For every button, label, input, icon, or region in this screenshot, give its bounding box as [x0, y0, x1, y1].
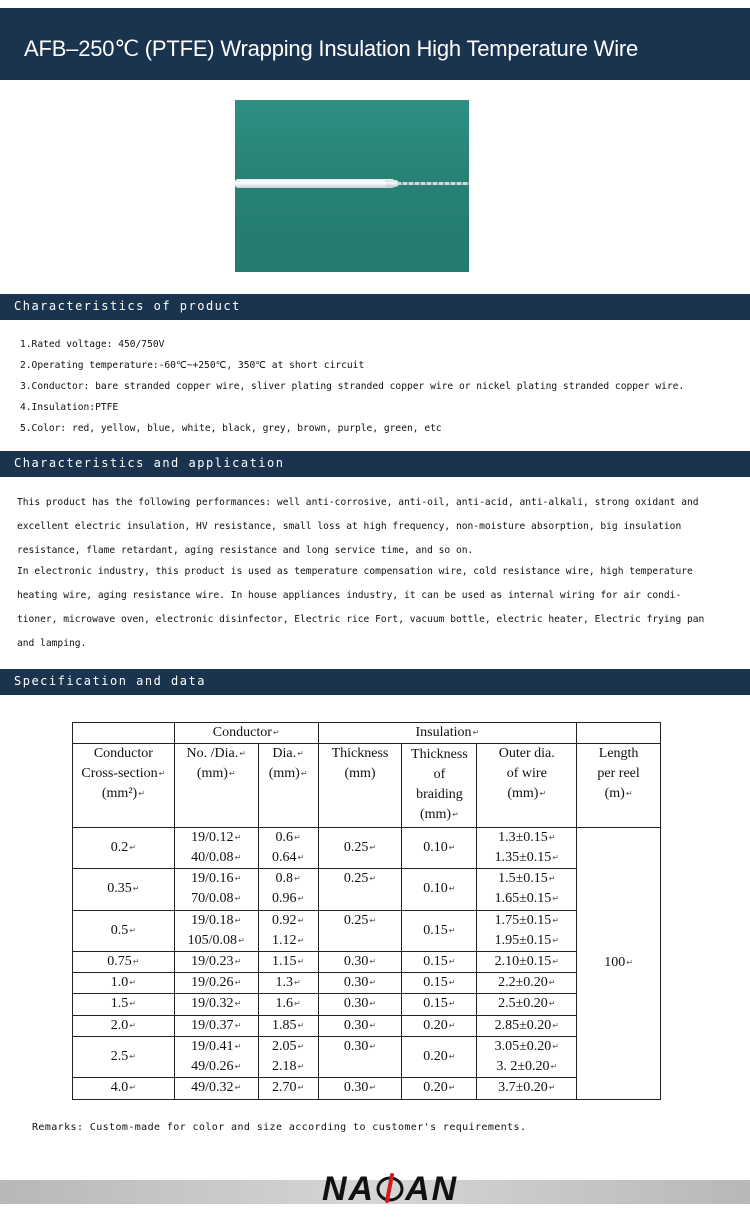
- cell-no-dia: 19/0.41↵ 49/0.26↵: [174, 1036, 258, 1077]
- cell-braiding: 0.10↵: [402, 827, 477, 868]
- table-row: [73, 994, 661, 1015]
- cell-thickness: 0.30↵: [318, 994, 402, 1015]
- conductor-group-header: Conductor↵: [174, 723, 318, 744]
- page-title: AFB–250℃ (PTFE) Wrapping Insulation High Temperature Wire: [24, 36, 639, 61]
- cell-braiding: 0.20↵: [402, 1015, 477, 1036]
- application-line: heating wire, aging resistance wire. In house appliances industry, it can be used as internal wiring for air condi-: [17, 590, 682, 601]
- cell-braiding: 0.20↵: [402, 1036, 477, 1077]
- cell-cross-section: 0.35↵: [73, 869, 175, 910]
- cell-dia: 0.92↵ 1.12↵: [258, 910, 318, 951]
- insulation-group-header: Insulation↵: [318, 723, 577, 744]
- table-row: [73, 973, 661, 994]
- cell-outer-dia: 2.2±0.20↵: [477, 973, 577, 994]
- cell-outer-dia: 1.5±0.15↵ 1.65±0.15↵: [477, 869, 577, 910]
- cell-dia: 0.8↵ 0.96↵: [258, 869, 318, 910]
- section-heading: Characteristics of product: [14, 299, 241, 313]
- cell-no-dia: 19/0.23↵: [174, 951, 258, 972]
- header-no-dia: No. /Dia.↵ (mm)↵: [174, 744, 258, 827]
- application-line: and lamping.: [17, 638, 87, 649]
- cell-dia: 2.70↵: [258, 1078, 318, 1099]
- table-row: [73, 910, 661, 951]
- cell-braiding: 0.20↵: [402, 1078, 477, 1099]
- table-row: [73, 1078, 661, 1099]
- remarks: Remarks: Custom-made for color and size according to customer's requirements.: [32, 1122, 527, 1133]
- table-body: [73, 827, 661, 1099]
- cell-thickness: 0.25↵: [318, 827, 402, 868]
- cell-cross-section: 4.0↵: [73, 1078, 175, 1099]
- cell-dia: 1.15↵: [258, 951, 318, 972]
- product-photo: [235, 100, 469, 272]
- cell-outer-dia: 3.05±0.20↵ 3. 2±0.20↵: [477, 1036, 577, 1077]
- cell-thickness: 0.25↵: [318, 869, 402, 910]
- table-row: [73, 1015, 661, 1036]
- cell-braiding: 0.15↵: [402, 973, 477, 994]
- application-line: This product has the following performances: well anti-corrosive, anti-oil, anti-acid, anti-alkali, strong oxidant and: [17, 497, 699, 508]
- characteristic-item: 4.Insulation:PTFE: [20, 402, 119, 413]
- logo-emblem-icon: [375, 1173, 405, 1203]
- cell-no-dia: 19/0.26↵: [174, 973, 258, 994]
- wire-stranded-section: [397, 182, 469, 185]
- cell-cross-section: 1.5↵: [73, 994, 175, 1015]
- section-heading: Characteristics and application: [14, 456, 285, 470]
- cell-thickness: 0.25↵: [318, 910, 402, 951]
- wire-insulated-section: [235, 179, 395, 188]
- specification-table: [72, 722, 661, 1100]
- table-row: [73, 869, 661, 910]
- cell-cross-section: 2.0↵: [73, 1015, 175, 1036]
- cell-thickness: 0.30↵: [318, 951, 402, 972]
- application-line: excellent electric insulation, HV resistance, small loss at high frequency, non-moisture absorption, big insulation: [17, 521, 682, 532]
- application-line: In electronic industry, this product is used as temperature compensation wire, cold resistance wire, high temperature: [17, 566, 693, 577]
- cell-dia: 1.85↵: [258, 1015, 318, 1036]
- header-length: Length per reel (m)↵: [577, 744, 661, 827]
- characteristic-item: 5.Color: red, yellow, blue, white, black, grey, brown, purple, green, etc: [20, 423, 442, 434]
- cell-no-dia: 19/0.37↵: [174, 1015, 258, 1036]
- brand-logo: [322, 1170, 458, 1209]
- cell-cross-section: 0.75↵: [73, 951, 175, 972]
- cell-no-dia: 19/0.32↵: [174, 994, 258, 1015]
- cell-no-dia: 19/0.16↵ 70/0.08↵: [174, 869, 258, 910]
- table-row: [73, 951, 661, 972]
- cell-length: 100↵: [577, 827, 661, 1099]
- section-heading: Specification and data: [14, 674, 206, 688]
- header-dia: Dia.↵ (mm)↵: [258, 744, 318, 827]
- cell-outer-dia: 1.3±0.15↵ 1.35±0.15↵: [477, 827, 577, 868]
- cell-cross-section: 0.2↵: [73, 827, 175, 868]
- application-line: tioner, microwave oven, electronic disinfector, Electric rice Fort, vacuum bottle, electric heater, Electric frying pan: [17, 614, 705, 625]
- characteristic-item: 3.Conductor: bare stranded copper wire, sliver plating stranded copper wire or nickel plating stranded copper wire.: [20, 381, 685, 392]
- logo-text-right: AN: [405, 1170, 459, 1208]
- cell-no-dia: 49/0.32↵: [174, 1078, 258, 1099]
- table-group-header-row: [73, 723, 661, 744]
- application-line: resistance, flame retardant, aging resistance and long service time, and so on.: [17, 545, 474, 556]
- header-cross-section: Conductor Cross-section↵ (mm²)↵: [73, 744, 175, 827]
- cell-thickness: 0.30↵: [318, 1078, 402, 1099]
- title-bar: [0, 8, 750, 80]
- cell-cross-section: 1.0↵: [73, 973, 175, 994]
- header-outer-dia: Outer dia. of wire (mm)↵: [477, 744, 577, 827]
- section-header-application: [0, 451, 750, 477]
- header-braiding: Thickness of braiding (mm)↵: [402, 744, 477, 827]
- cell-outer-dia: 1.75±0.15↵ 1.95±0.15↵: [477, 910, 577, 951]
- cell-outer-dia: 2.5±0.20↵: [477, 994, 577, 1015]
- cell-thickness: 0.30↵: [318, 1036, 402, 1077]
- section-header-characteristics: [0, 294, 750, 320]
- table-header-blank: [577, 723, 661, 744]
- table-header-blank: [73, 723, 175, 744]
- cell-outer-dia: 2.85±0.20↵: [477, 1015, 577, 1036]
- cell-no-dia: 19/0.12↵ 40/0.08↵: [174, 827, 258, 868]
- cell-braiding: 0.15↵: [402, 994, 477, 1015]
- cell-dia: 1.3↵: [258, 973, 318, 994]
- cell-outer-dia: 2.10±0.15↵: [477, 951, 577, 972]
- cell-dia: 0.6↵ 0.64↵: [258, 827, 318, 868]
- table-column-header-row: [73, 744, 661, 827]
- table-row: [73, 827, 661, 868]
- cell-thickness: 0.30↵: [318, 973, 402, 994]
- cell-no-dia: 19/0.18↵ 105/0.08↵: [174, 910, 258, 951]
- cell-dia: 1.6↵: [258, 994, 318, 1015]
- characteristic-item: 2.Operating temperature:-60℃~+250℃, 350℃ at short circuit: [20, 360, 365, 371]
- cell-cross-section: 0.5↵: [73, 910, 175, 951]
- cell-braiding: 0.15↵: [402, 951, 477, 972]
- characteristic-item: 1.Rated voltage: 450/750V: [20, 339, 165, 350]
- cell-braiding: 0.15↵: [402, 910, 477, 951]
- cell-braiding: 0.10↵: [402, 869, 477, 910]
- header-thickness: Thickness (mm): [318, 744, 402, 827]
- section-header-specification: [0, 669, 750, 695]
- logo-text-left: NA: [322, 1170, 376, 1208]
- cell-cross-section: 2.5↵: [73, 1036, 175, 1077]
- cell-thickness: 0.30↵: [318, 1015, 402, 1036]
- table-row: [73, 1036, 661, 1077]
- cell-outer-dia: 3.7±0.20↵: [477, 1078, 577, 1099]
- cell-dia: 2.05↵ 2.18↵: [258, 1036, 318, 1077]
